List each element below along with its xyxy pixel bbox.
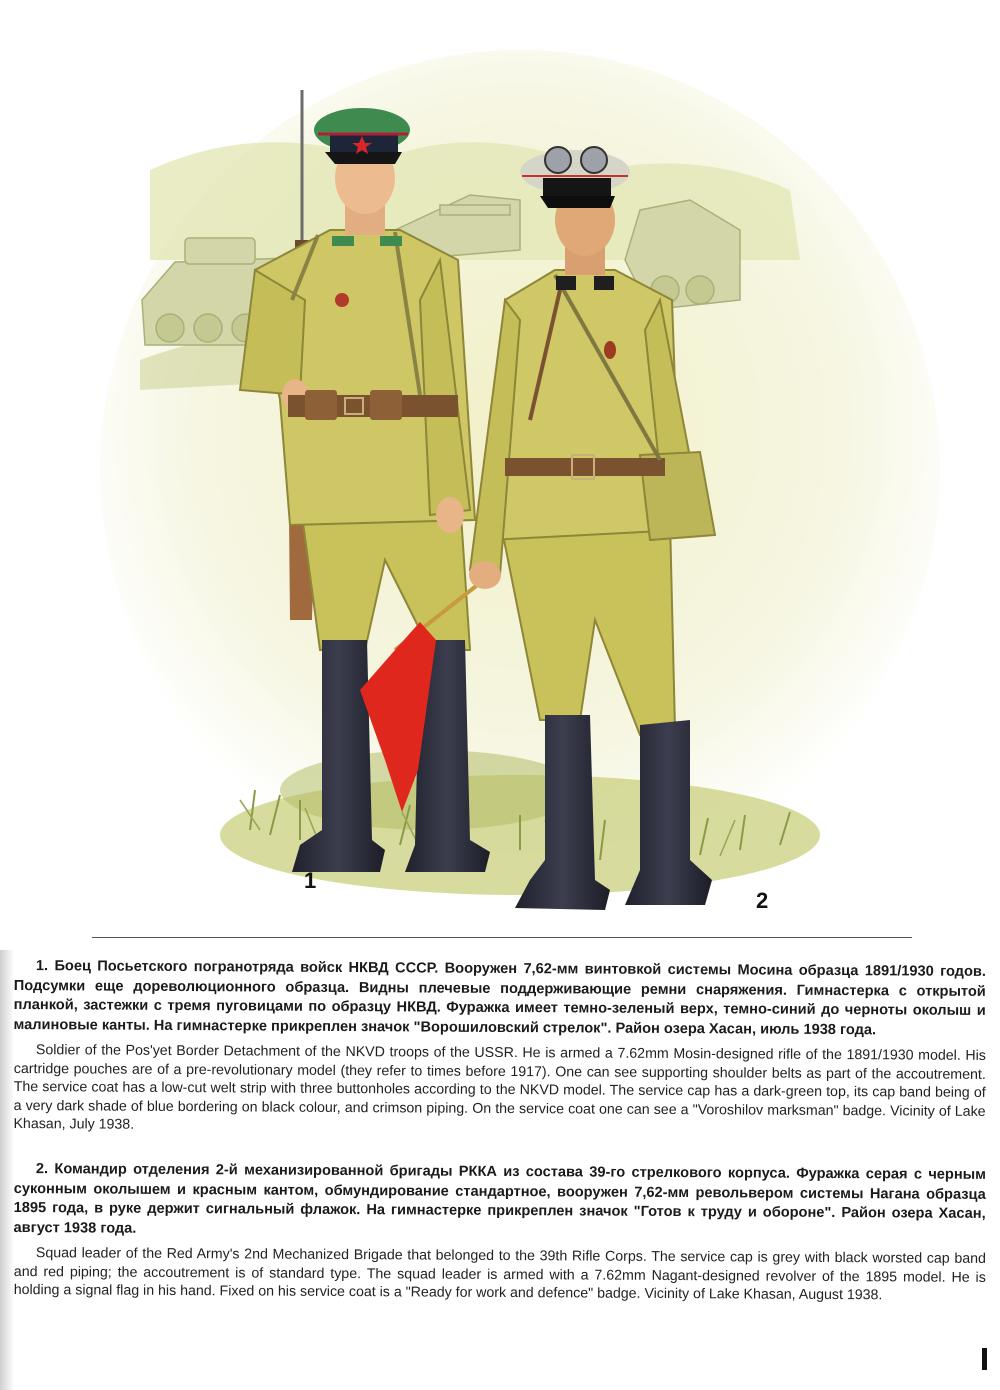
divider-line: [92, 937, 912, 938]
caption-1-english: Soldier of the Pos'yet Border Detachment of the NKVD troops of the USSR. He is armed a 7.62mm Mosin-designed rifle of the 1891/1930 model. His cartridge pouches are of a pre-revolutionary model (they refer to times before 1917). One can see supporting shoulder belts as part of the accoutrement. The service coat has a low-cut welt strip with three buttonholes according to the NKVD model. The service cap has a dark-green top, its cap band being of a very dark shade of blue bordering on black colour, and crimson piping. On the service coat one can see a "Voroshilov marksman" badge. Vicinity of Lake Khasan, July 1938.: [13, 1042, 986, 1134]
caption-2-english: Squad leader of the Red Army's 2nd Mechanized Brigade that belonged to the 39th Rifle Corps. The service cap is grey with black worsted cap band and red piping; the accoutrement is of standard type. The squad leader is armed with a 7.62mm Nagant-designed revolver of the 1895 model. He is holding a signal flag in his hand. Fixed on his service coat is a "Ready for work and defence" badge. Vicinity of Lake Khasan, August 1938.: [13, 1245, 986, 1304]
caption-2-russian: 2. Командир отделения 2-й механизированной бригады РККА из состава 39-го стрелкового корпуса. Фуражка серая с черным суконным околышем и красным кантом, обмундирование стандартное, вооружен 7,62-мм револьвером системы Нагана образца 1895 года, в руке держит сигнальный флажок. На гимнастерке прикреплен значок "Готов к труду и обороне". Район озера Хасан, август 1938 года.: [13, 1161, 986, 1237]
caption-1: [14, 957, 986, 1134]
page-binding-shadow: [0, 950, 14, 1390]
figure-label-1: 1: [304, 868, 317, 893]
caption-1-russian: 1. Боец Посьетского погранотряда войск НКВД СССР. Вооружен 7,62-мм винтовкой системы Мосина образца 1891/1930 годов. Подсумки еще дореволюционного образца. Видны плечевые поддерживающие ремни снаряжения. Гимнастерка с открытой планкой, застежки с тремя пуговицами по образцу НКВД. Фуражка имеет темно-зеленый верх, темно-синий до черноты околыш и малиновые канты. На гимнастерке прикреплен значок "Ворошиловский стрелок". Район озера Хасан, июль 1938 года.: [13, 958, 986, 1039]
page-edge-mark: [982, 1348, 987, 1370]
caption-2: [13, 1160, 986, 1304]
figure-label-2: 2: [756, 888, 769, 913]
